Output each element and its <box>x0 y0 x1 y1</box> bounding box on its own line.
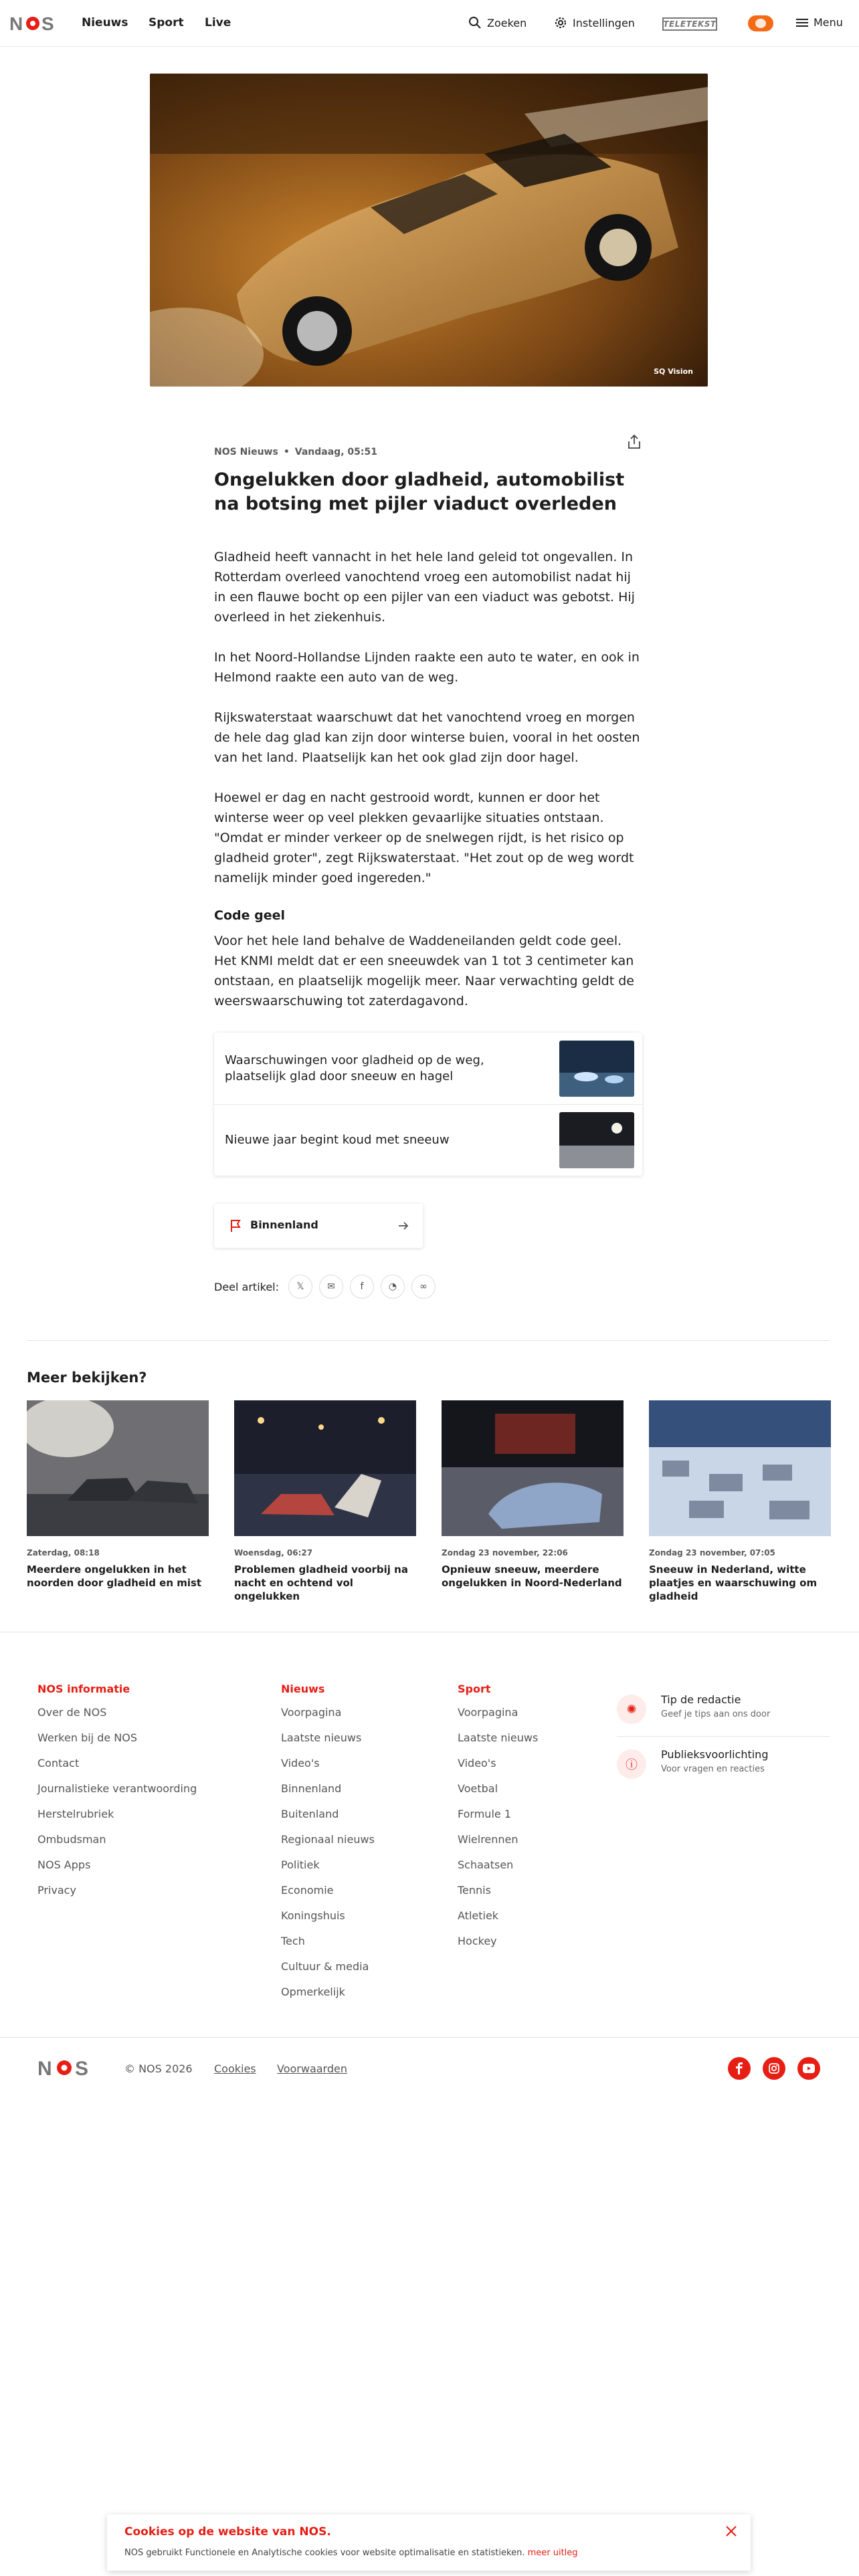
footer-link[interactable]: Tech <box>281 1935 305 1947</box>
settings-label: Instellingen <box>573 16 635 29</box>
card-date: Zondag 23 november, 07:05 <box>649 1548 775 1558</box>
article-subheading: Code geel <box>214 908 285 923</box>
card-image <box>234 1400 416 1536</box>
search-label: Zoeken <box>487 16 527 29</box>
card-date: Zaterdag, 08:18 <box>27 1548 100 1558</box>
lightbulb-icon: ✺ <box>617 1695 646 1724</box>
card-image <box>27 1400 209 1536</box>
more-card[interactable] <box>649 1400 831 1603</box>
article-paragraph: Voor het hele land behalve de Waddeneilanden geldt code geel. Het KNMI meldt dat er een sneeuwdek van 1 tot 3 centimeter kan ontstaan, en plaatselijk mogelijk meer. Naar verwachting geldt de weerswaarschuwing tot zaterdagavond. <box>214 934 634 1008</box>
footer-link[interactable]: Koningshuis <box>281 1909 345 1922</box>
cookie-banner-title: Cookies op de website van NOS. <box>124 2525 331 2539</box>
teletekst-link[interactable]: TELETEKST <box>662 17 717 31</box>
cookie-banner-body: NOS gebruikt Functionele en Analytische cookies voor website optimalisatie en statistieken. <box>124 2548 525 2558</box>
article-paragraph: Gladheid heeft vannacht in het hele land geleid tot ongevallen. In Rotterdam overleed vanochtend vroeg een automobilist nadat hij in een flauwe bocht op een pijler van een viaduct was gebotst. Hij overleed in het ziekenhuis. <box>214 550 635 625</box>
tip-redactie-link[interactable] <box>617 1683 830 1736</box>
tip-redactie-subtitle: Geef je tips aan ons door <box>661 1709 771 1719</box>
footer-link[interactable]: Over de NOS <box>37 1706 107 1719</box>
menu-label: Menu <box>814 16 843 29</box>
footer-link[interactable]: Regionaal nieuws <box>281 1833 375 1846</box>
close-icon[interactable] <box>721 2521 741 2541</box>
svg-text:N: N <box>37 2058 52 2078</box>
settings-button[interactable] <box>554 16 635 29</box>
footer-link[interactable]: Ombudsman <box>37 1833 106 1846</box>
related-article[interactable] <box>214 1104 642 1176</box>
x-share-icon[interactable]: 𝕏 <box>288 1275 312 1299</box>
article-meta: NOS Nieuws • Vandaag, 05:51 <box>214 447 377 457</box>
nav-live[interactable]: Live <box>205 16 231 29</box>
footer-box-divider <box>617 1736 830 1737</box>
cookie-banner-text <box>124 2548 578 2558</box>
crashed-car-photo <box>150 74 708 387</box>
facebook-icon[interactable] <box>728 2057 751 2080</box>
footer-link[interactable]: Economie <box>281 1884 334 1897</box>
footer-link[interactable]: Laatste nieuws <box>281 1731 362 1744</box>
footer-link[interactable]: Schaatsen <box>458 1858 514 1871</box>
card-date: Zondag 23 november, 22:06 <box>442 1548 568 1558</box>
related-thumbnail <box>559 1112 634 1168</box>
share-label: Deel artikel: <box>214 1280 280 1293</box>
svg-text:N: N <box>9 13 23 33</box>
youtube-icon[interactable] <box>797 2057 820 2080</box>
card-title: Opnieuw sneeuw, meerdere ongelukken in Noord-Nederland <box>442 1564 622 1589</box>
footer-link[interactable]: Binnenland <box>281 1782 342 1795</box>
more-card[interactable] <box>234 1400 416 1603</box>
footer-link[interactable]: Wielrennen <box>458 1833 518 1846</box>
cookies-link[interactable]: Cookies <box>214 2062 256 2075</box>
footer-link[interactable]: Politiek <box>281 1858 320 1871</box>
nos-logo[interactable] <box>9 13 56 33</box>
article-source: NOS Nieuws <box>214 447 278 457</box>
related-article-title: Nieuwe jaar begint koud met sneeuw <box>225 1133 450 1147</box>
footer-link[interactable]: Formule 1 <box>458 1808 511 1820</box>
card-image <box>649 1400 831 1536</box>
arrow-right-icon <box>397 1220 409 1232</box>
more-card[interactable] <box>442 1400 624 1590</box>
tip-redactie-title: Tip de redactie <box>661 1693 741 1706</box>
section-divider <box>27 1340 830 1341</box>
footer-link[interactable]: Cultuur & media <box>281 1960 369 1973</box>
related-articles <box>214 1033 642 1176</box>
footer-link[interactable]: Contact <box>37 1757 80 1769</box>
article-paragraph: In het Noord-Hollandse Lijnden raakte een auto te water, en ook in Helmond raakte een auto van de weg. <box>214 650 640 685</box>
footer-link[interactable]: Buitenland <box>281 1808 339 1820</box>
related-article-title: Waarschuwingen voor gladheid op de weg, plaatselijk glad door sneeuw en hagel <box>225 1053 484 1083</box>
footer-heading: Sport <box>458 1683 491 1695</box>
hamburger-icon <box>796 17 808 28</box>
footer-column-nieuws <box>281 1683 375 2010</box>
facebook-share-icon[interactable]: f <box>350 1275 374 1299</box>
footer-link[interactable]: Journalistieke verantwoording <box>37 1782 197 1795</box>
more-section-title: Meer bekijken? <box>27 1370 147 1386</box>
footer-link[interactable]: Werken bij de NOS <box>37 1731 138 1744</box>
footer-link[interactable]: Video's <box>458 1757 496 1769</box>
topic-tag-label: Binnenland <box>250 1218 318 1231</box>
publieksvoorlichting-link[interactable] <box>617 1737 830 1791</box>
footer-link[interactable]: NOS Apps <box>37 1858 91 1871</box>
email-share-icon[interactable]: ✉ <box>319 1275 343 1299</box>
voorwaarden-link[interactable]: Voorwaarden <box>277 2062 347 2075</box>
footer-heading: NOS informatie <box>37 1683 130 1695</box>
share-bar <box>214 1275 442 1299</box>
info-icon: ⓘ <box>617 1749 646 1779</box>
footer-link[interactable]: Hockey <box>458 1935 497 1947</box>
footer-link[interactable]: Voorpagina <box>281 1706 342 1719</box>
card-date: Woensdag, 06:27 <box>234 1548 313 1558</box>
search-icon <box>468 16 482 29</box>
nav-nieuws[interactable]: Nieuws <box>82 16 128 29</box>
whatsapp-share-icon[interactable]: ◔ <box>381 1275 405 1299</box>
footer-link[interactable]: Laatste nieuws <box>458 1731 539 1744</box>
menu-button[interactable] <box>796 16 843 29</box>
publieksvoorlichting-subtitle: Voor vragen en reacties <box>661 1764 765 1774</box>
footer-column-nos-informatie <box>37 1683 197 1909</box>
instagram-icon[interactable] <box>763 2057 785 2080</box>
article-body <box>214 447 644 1011</box>
search-button[interactable] <box>468 16 527 29</box>
card-image <box>442 1400 624 1536</box>
footer-link[interactable]: Opmerkelijk <box>281 1985 345 1998</box>
article-paragraph: Hoewel er dag en nacht gestrooid wordt, kunnen er door het winterse weer op veel plekken gevaarlijke situaties ontstaan. "Omdat er minder verkeer op de snelwegen rijdt, is het risico op gladheid groter", zegt Rijkswaterstaat. "Het zout op de weg wordt namelijk minder goed ingereden." <box>214 790 634 885</box>
nav-sport[interactable]: Sport <box>149 16 184 29</box>
article-timestamp: Vandaag, 05:51 <box>294 447 377 457</box>
card-title: Problemen gladheid voorbij na nacht en ochtend vol ongelukken <box>234 1564 408 1602</box>
footer-link[interactable]: Voetbal <box>458 1782 498 1795</box>
publieksvoorlichting-title: Publieksvoorlichting <box>661 1748 769 1761</box>
card-title: Meerdere ongelukken in het noorden door gladheid en mist <box>27 1564 202 1589</box>
topic-tag-binnenland[interactable] <box>214 1204 423 1248</box>
photo-credit: SQ Vision <box>654 367 693 376</box>
cookie-banner <box>107 2514 751 2571</box>
article-paragraph: Rijkswaterstaat waarschuwt dat het vanochtend vroeg en morgen de hele dag glad kan zijn door winterse buien, vooral in het oosten van het land. Plaatselijk kan het ook glad zijn door hagel. <box>214 710 640 765</box>
gear-icon <box>554 16 567 29</box>
related-thumbnail <box>559 1041 634 1097</box>
npo-logo[interactable] <box>748 15 773 31</box>
copyright-text: © NOS 2026 <box>124 2062 193 2075</box>
footer-bottom-divider <box>0 2037 859 2038</box>
footer-link[interactable]: Privacy <box>37 1884 76 1897</box>
svg-text:S: S <box>41 13 54 33</box>
more-card[interactable] <box>27 1400 209 1590</box>
footer-link[interactable]: Herstelrubriek <box>37 1808 114 1820</box>
article-title: Ongelukken door gladheid, automobilist na botsing met pijler viaduct overleden <box>214 469 625 514</box>
hero-image <box>150 74 708 387</box>
related-article[interactable] <box>214 1033 642 1104</box>
footer-heading: Nieuws <box>281 1683 325 1695</box>
cookie-more-info-link[interactable]: meer uitleg <box>527 2548 578 2558</box>
footer-link[interactable]: Voorpagina <box>458 1706 518 1719</box>
svg-text:S: S <box>75 2058 89 2078</box>
footer-link[interactable]: Tennis <box>458 1884 491 1897</box>
card-title: Sneeuw in Nederland, witte plaatjes en waarschuwing om gladheid <box>649 1564 818 1602</box>
footer-link[interactable]: Video's <box>281 1757 320 1769</box>
location-flag-icon <box>229 1218 242 1233</box>
footer-link[interactable]: Atletiek <box>458 1909 499 1922</box>
footer-column-sport <box>458 1683 538 1959</box>
top-navigation-bar <box>0 0 859 47</box>
footer-nos-logo[interactable] <box>37 2057 92 2078</box>
copy-link-icon[interactable]: ∞ <box>411 1275 436 1299</box>
